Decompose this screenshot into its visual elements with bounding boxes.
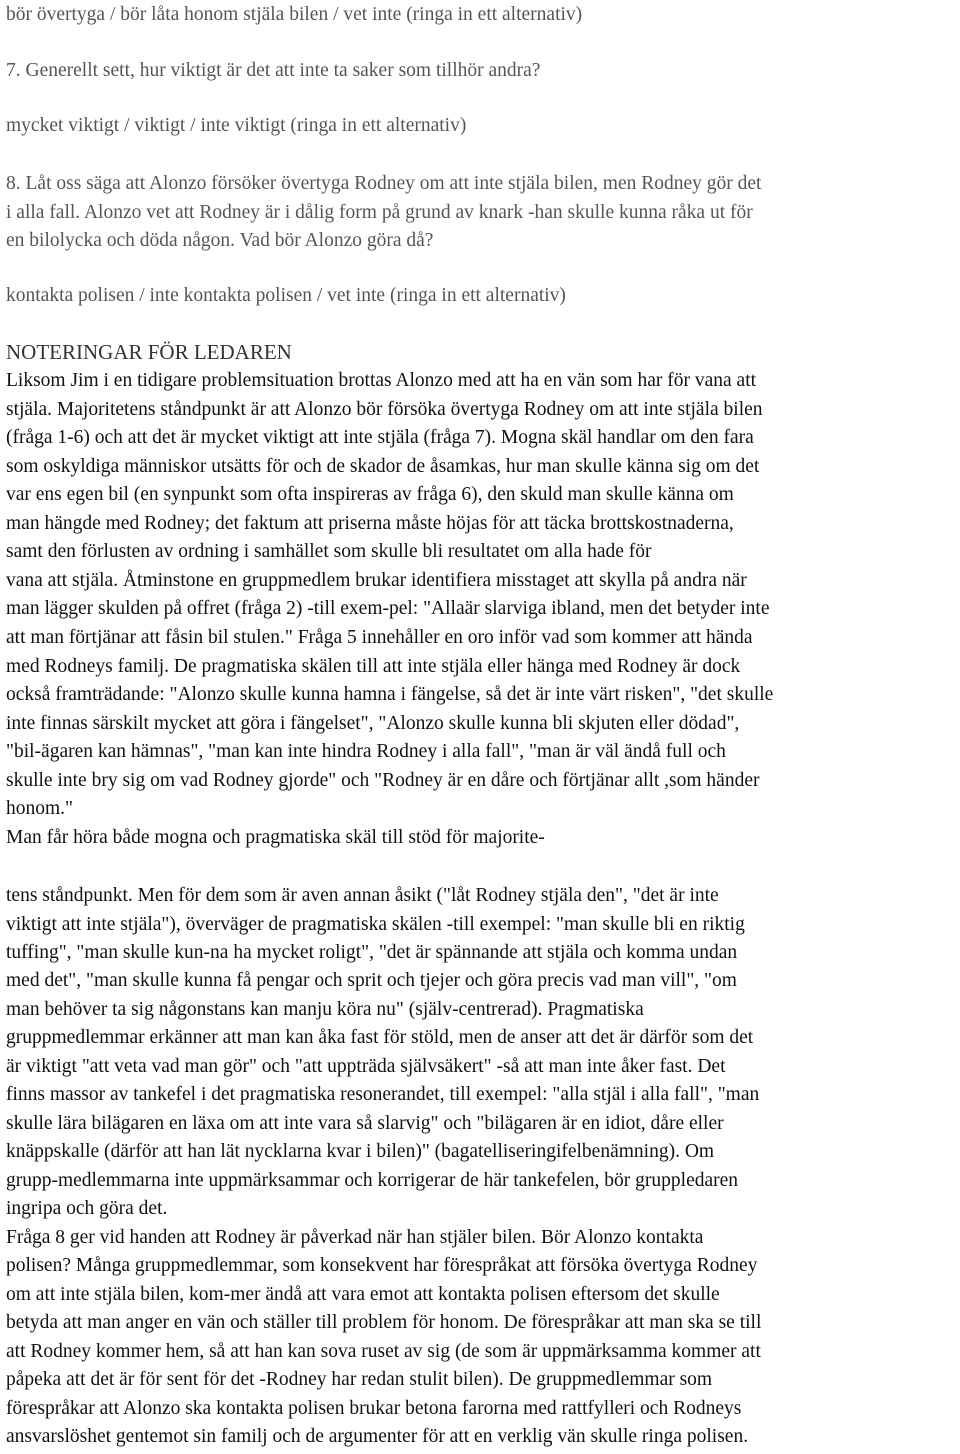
text-line: också framträdande: "Alonzo skulle kunna hamna i fängelse, så det är inte värt risken", "det skulle: [6, 684, 774, 705]
text-line: påpeka att det är för sent för det -Rodney har redan stulit bilen). De gruppmedlemmar som: [6, 1369, 713, 1390]
text-line: att man förtjänar att fåsin bil stulen." Fråga 5 innehåller en oro inför vad som kommer att hända: [6, 627, 753, 648]
text-line: ansvarslöshet gentemot sin familj och de argumenter för att en verklig vän skulle ringa polisen.: [6, 1426, 749, 1447]
text-line: var ens egen bil (en synpunkt som ofta inspireras av fråga 6), den skuld man skulle känna om: [6, 484, 734, 505]
text-line: Liksom Jim i en tidigare problemsituation brottas Alonzo med att ha en vän som har för vana att: [6, 370, 757, 391]
text-line: honom.": [6, 798, 74, 819]
text-line: (fråga 1-6) och att det är mycket viktigt att inte stjäla (fråga 7). Mogna skäl handlar om den fara: [6, 427, 754, 448]
text-line: att Rodney kommer hem, så att han kan sova ruset av sig (de som är uppmärksamma kommer att: [6, 1341, 761, 1362]
text-line: finns massor av tankefel i det pragmatiska resonerandet, till exempel: "alla stjäl i alla fall", "man: [6, 1084, 760, 1105]
text-line: man hängde med Rodney; det faktum att priserna måste höjas för att täcka brottskostnaderna,: [6, 513, 734, 534]
text-line: betyda att man anger en vän och ställer till problem för honom. De förespråkar att man ska se till: [6, 1312, 762, 1333]
text-line: man lägger skulden på offret (fråga 2) -till exem-pel: "Allaär slarviga ibland, men det betyder inte: [6, 598, 770, 619]
text-line: knäppskalle (därför att han lät nycklarna kvar i bilen)" (bagatelliseringifelbenämning). Om: [6, 1141, 715, 1162]
text-line: polisen? Många gruppmedlemmar, som konsekvent har förespråkat att försöka övertyga Rodney: [6, 1255, 758, 1276]
text-line: inte finnas särskilt mycket att göra i fängelset", "Alonzo skulle kunna bli skjuten eller dödad",: [6, 713, 740, 734]
text-line: skulle inte bry sig om vad Rodney gjorde" och "Rodney är en dåre och förtjänar allt ,som händer: [6, 770, 760, 791]
text-line: "bil-ägaren kan hämnas", "man kan inte hindra Rodney i alla fall", "man är väl ändå full och: [6, 741, 726, 762]
text-line: Fråga 8 ger vid handen att Rodney är påverkad när han stjäler bilen. Bör Alonzo kontakta: [6, 1227, 704, 1248]
text-line: om att inte stjäla bilen, kom-mer ändå att vara emot att kontakta polisen eftersom det skulle: [6, 1284, 720, 1305]
text-line: ingripa och göra det.: [6, 1198, 168, 1219]
text-line: tens ståndpunkt. Men för dem som är aven annan åsikt ("låt Rodney stjäla den", "det är inte: [6, 885, 719, 906]
text-line: en bilolycka och döda någon. Vad bör Alonzo göra då?: [6, 230, 434, 251]
text-line: är viktigt "att veta vad man gör" och "att uppträda självsäkert" -så att man inte åker fast. Det: [6, 1056, 726, 1077]
text-line: gruppmedlemmar erkänner att man kan åka fast för stöld, men de anser att det är därför som det: [6, 1027, 754, 1048]
text-line: med Rodneys familj. De pragmatiska skälen till att inte stjäla eller hänga med Rodney är dock: [6, 656, 741, 677]
text-line: kontakta polisen / inte kontakta polisen / vet inte (ringa in ett alternativ): [6, 285, 566, 306]
text-line: i alla fall. Alonzo vet att Rodney är i dålig form på grund av knark -han skulle kunna råka ut för: [6, 202, 753, 223]
text-line: skulle lära bilägaren en läxa om att inte vara så slarvig" och "bilägaren är en idiot, dåre eller: [6, 1113, 724, 1134]
text-line: vana att stjäla. Åtminstone en gruppmedlem brukar identifiera misstaget att skylla på andra när: [6, 570, 747, 591]
text-line: bör övertyga / bör låta honom stjäla bilen / vet inte (ringa in ett alternativ): [6, 4, 583, 25]
text-line: samt den förlusten av ordning i samhället som skulle bli resultatet om alla hade för: [6, 541, 652, 562]
text-line: Man får höra både mogna och pragmatiska skäl till stöd för majorite-: [6, 827, 545, 848]
text-line: mycket viktigt / viktigt / inte viktigt (ringa in ett alternativ): [6, 115, 467, 136]
text-line: stjäla. Majoritetens ståndpunkt är att Alonzo bör försöka övertyga Rodney om att inte stjäla bilen: [6, 399, 763, 420]
text-line: 7. Generellt sett, hur viktigt är det att inte ta saker som tillhör andra?: [6, 60, 541, 81]
text-line: 8. Låt oss säga att Alonzo försöker övertyga Rodney om att inte stjäla bilen, men Rodney gör det: [6, 173, 762, 194]
text-line: viktigt att inte stjäla"), överväger de pragmatiska skälen -till exempel: "man skulle bli en riktig: [6, 914, 745, 935]
text-line: man behöver ta sig någonstans kan manju köra nu" (själv-centrerad). Pragmatiska: [6, 999, 644, 1020]
section-heading: NOTERINGAR FÖR LEDAREN: [6, 340, 292, 364]
text-line: som oskyldiga människor utsätts för och de skador de åsamkas, hur man skulle känna sig om det: [6, 456, 760, 477]
text-line: tuffing", "man skulle kun-na ha mycket roligt", "det är spännande att stjäla och komma undan: [6, 942, 738, 963]
text-line: grupp-medlemmarna inte uppmärksammar och korrigerar de här tankefelen, bör gruppledaren: [6, 1170, 739, 1191]
text-line: med det", "man skulle kunna få pengar och sprit och tjejer och göra precis vad man vill", "om: [6, 970, 737, 991]
text-line: förespråkar att Alonzo ska kontakta polisen brukar betona farorna med rattfylleri och Rodneys: [6, 1398, 742, 1419]
